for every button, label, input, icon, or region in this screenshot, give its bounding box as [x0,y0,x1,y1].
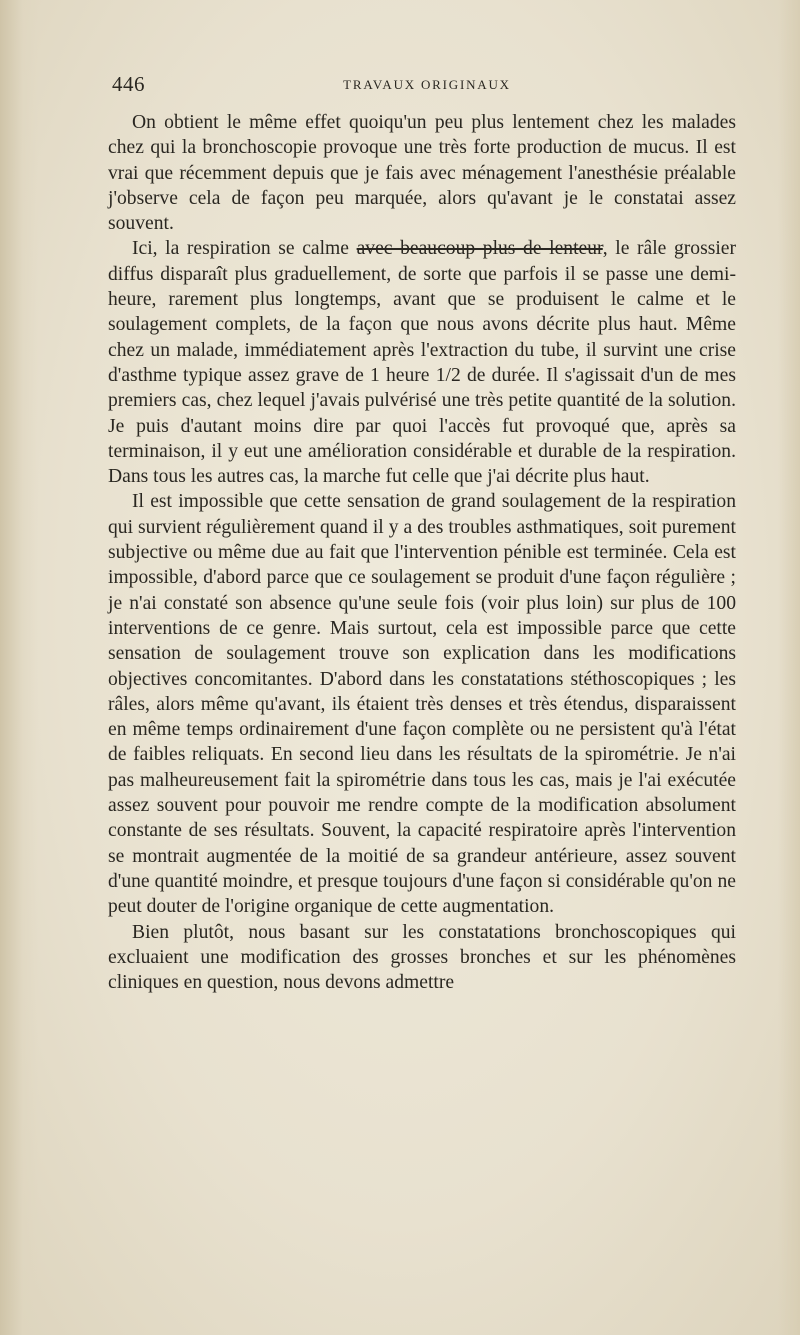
paragraph-1: On obtient le même effet quoiqu'un peu plus lentement chez les malades chez qui la bronchoscopie provoque une très forte production de mucus. Il est vrai que récemment depuis que je fais avec ménagement l'anesthésie préalable j'observe cela de façon peu marquée, alors qu'avant je le constatai assez souvent. [108,112,736,235]
paragraph-4: Bien plutôt, nous basant sur les constatations bronchoscopiques qui excluaient une modification des grosses bronches et sur les phénomènes cliniques en question, nous devons admettre [108,921,736,994]
page-edge-shadow [778,0,800,1335]
running-head: TRAVAUX ORIGINAUX [343,77,511,92]
binding-gutter-shadow [0,0,38,1335]
paragraph-2-start: Ici, la respiration se calme [132,238,357,260]
paragraph-2-rest: , le râle grossier diffus disparaît plus graduellement, de sorte que parfois il se passe une demi-heure, rarement plus longtemps, avant que se produisent le calme et le soulagement complets, de la façon que nous avons décrite plus haut. Même chez un malade, immédiatement après l'extraction du tube, il survint une crise d'asthme typique assez grave de 1 heure 1/2 de durée. Il s'agissait d'un de mes premiers cas, chez lequel j'avais pulvérisé une très petite quantité de la solution. Je puis d'autant moins dire par quoi l'accès fut provoqué que, après sa terminaison, il y eut une amélioration considérable et durable de la respiration. Dans tous les autres cas, la marche fut celle que j'ai décrite plus haut. [108,238,736,488]
page-number: 446 [112,72,145,96]
struck-through-phrase: avec beaucoup plus de lenteur [356,238,603,260]
body-text [108,110,736,995]
paragraph-2 [108,236,736,489]
page-header [112,72,742,100]
paragraph-3: Il est impossible que cette sensation de grand soulagement de la respiration qui survient régulièrement quand il y a des troubles asthmatiques, soit purement subjective ou même due au fait que l'intervention pénible est terminée. Cela est impossible, d'abord parce que ce soulagement se produit d'une façon régulière ; je n'ai constaté son absence qu'une seule fois (voir plus loin) sur plus de 100 interventions de ce genre. Mais surtout, cela est impossible parce que cette sensation de soulagement trouve son explication dans les modifications objectives concomitantes. D'abord dans les constatations stéthoscopiques ; les râles, alors même qu'avant, ils étaient très denses et très étendus, disparaissent en même temps ordinairement d'une façon complète ou ne persistent qu'à l'état de faibles reliquats. En second lieu dans les résultats de la spirométrie. Je n'ai pas malheureusement fait la spirométrie dans tous les cas, mais je l'ai exécutée assez souvent pour pouvoir me rendre compte de la modification absolument constante de ses résultats. Souvent, la capacité respiratoire après l'intervention se montrait augmentée de la moitié de sa grandeur antérieure, assez souvent d'une quantité moindre, et presque toujours d'une façon si considérable qu'on ne peut douter de l'origine organique de cette augmentation. [108,491,736,918]
